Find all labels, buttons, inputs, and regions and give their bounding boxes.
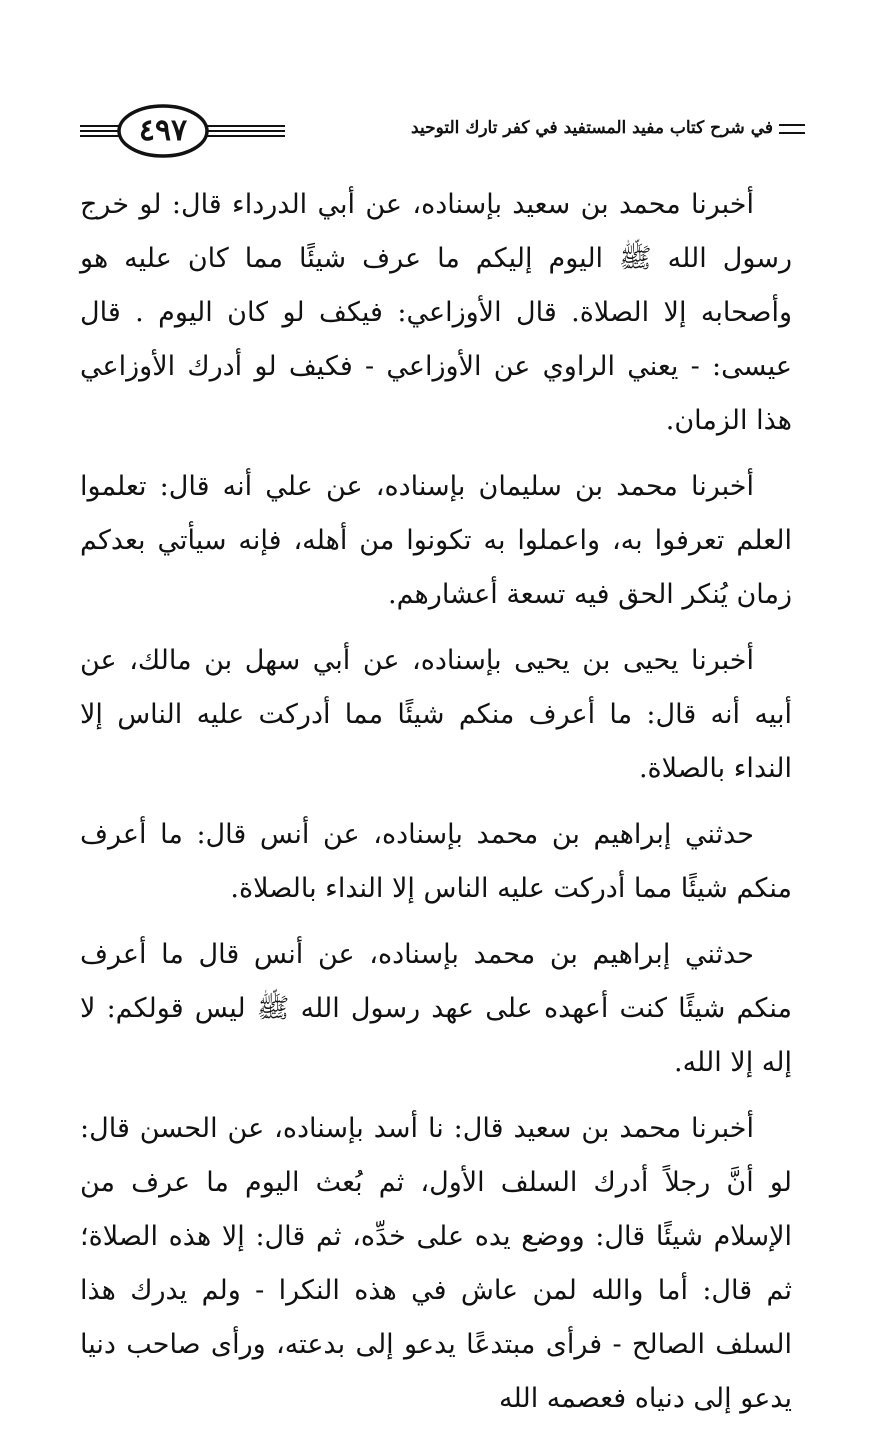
paragraph-2: أخبرنا محمد بن سليمان بإسناده، عن علي أنه قال: تعلموا العلم تعرفوا به، واعملوا به تكونوا من أهله، فإنه سيأتي بعدكم زمان يُنكر الحق فيه تسعة أعشارهم.: [80, 471, 792, 610]
running-title-text: في شرح كتاب مفيد المستفيد في كفر تارك التوحيد: [411, 118, 773, 138]
paragraph-4: حدثني إبراهيم بن محمد بإسناده، عن أنس قال: ما أعرف منكم شيئًا مما أدركت عليه الناس إلا النداء بالصلاة.: [80, 819, 792, 904]
page-body: [80, 178, 792, 1438]
page-header: [80, 100, 805, 164]
paragraph-1: أخبرنا محمد بن سعيد بإسناده، عن أبي الدرداء قال: لو خرج رسول الله ﷺ اليوم إليكم ما عرف شيئًا مما كان عليه هو وأصحابه إلا الصلاة. قال الأوزاعي: فيكف لو كان اليوم . قال عيسى: - يعني الراوي عن الأوزاعي - فكيف لو أدرك الأوزاعي هذا الزمان.: [80, 189, 792, 436]
page-number-badge: [80, 100, 285, 164]
paragraph-5: حدثني إبراهيم بن محمد بإسناده، عن أنس قال ما أعرف منكم شيئًا كنت أعهده على عهد رسول الله ﷺ ليس قولكم: لا إله إلا الله.: [80, 939, 792, 1078]
running-title: [325, 118, 805, 138]
paragraph-3: أخبرنا يحيى بن يحيى بإسناده، عن أبي سهل بن مالك، عن أبيه أنه قال: ما أعرف منكم شيئًا مما أدركت عليه الناس إلا النداء بالصلاة.: [80, 645, 792, 784]
title-dash-ornament: [779, 124, 805, 134]
page-number: ٤٩٧: [138, 113, 188, 148]
paragraph-6: أخبرنا محمد بن سعيد قال: نا أسد بإسناده، عن الحسن قال: لو أنَّ رجلاً أدرك السلف الأول، ثم بُعث اليوم ما عرف من الإسلام شيئًا قال: ووضع يده على خدِّه، ثم قال: إلا هذه الصلاة؛ ثم قال: أما والله لمن عاش في هذه النكرا - ولم يدرك هذا السلف الصالح - فرأى مبتدعًا يدعو إلى بدعته، ورأى صاحب دنيا يدعو إلى دنياه فعصمه الله: [80, 1113, 792, 1414]
